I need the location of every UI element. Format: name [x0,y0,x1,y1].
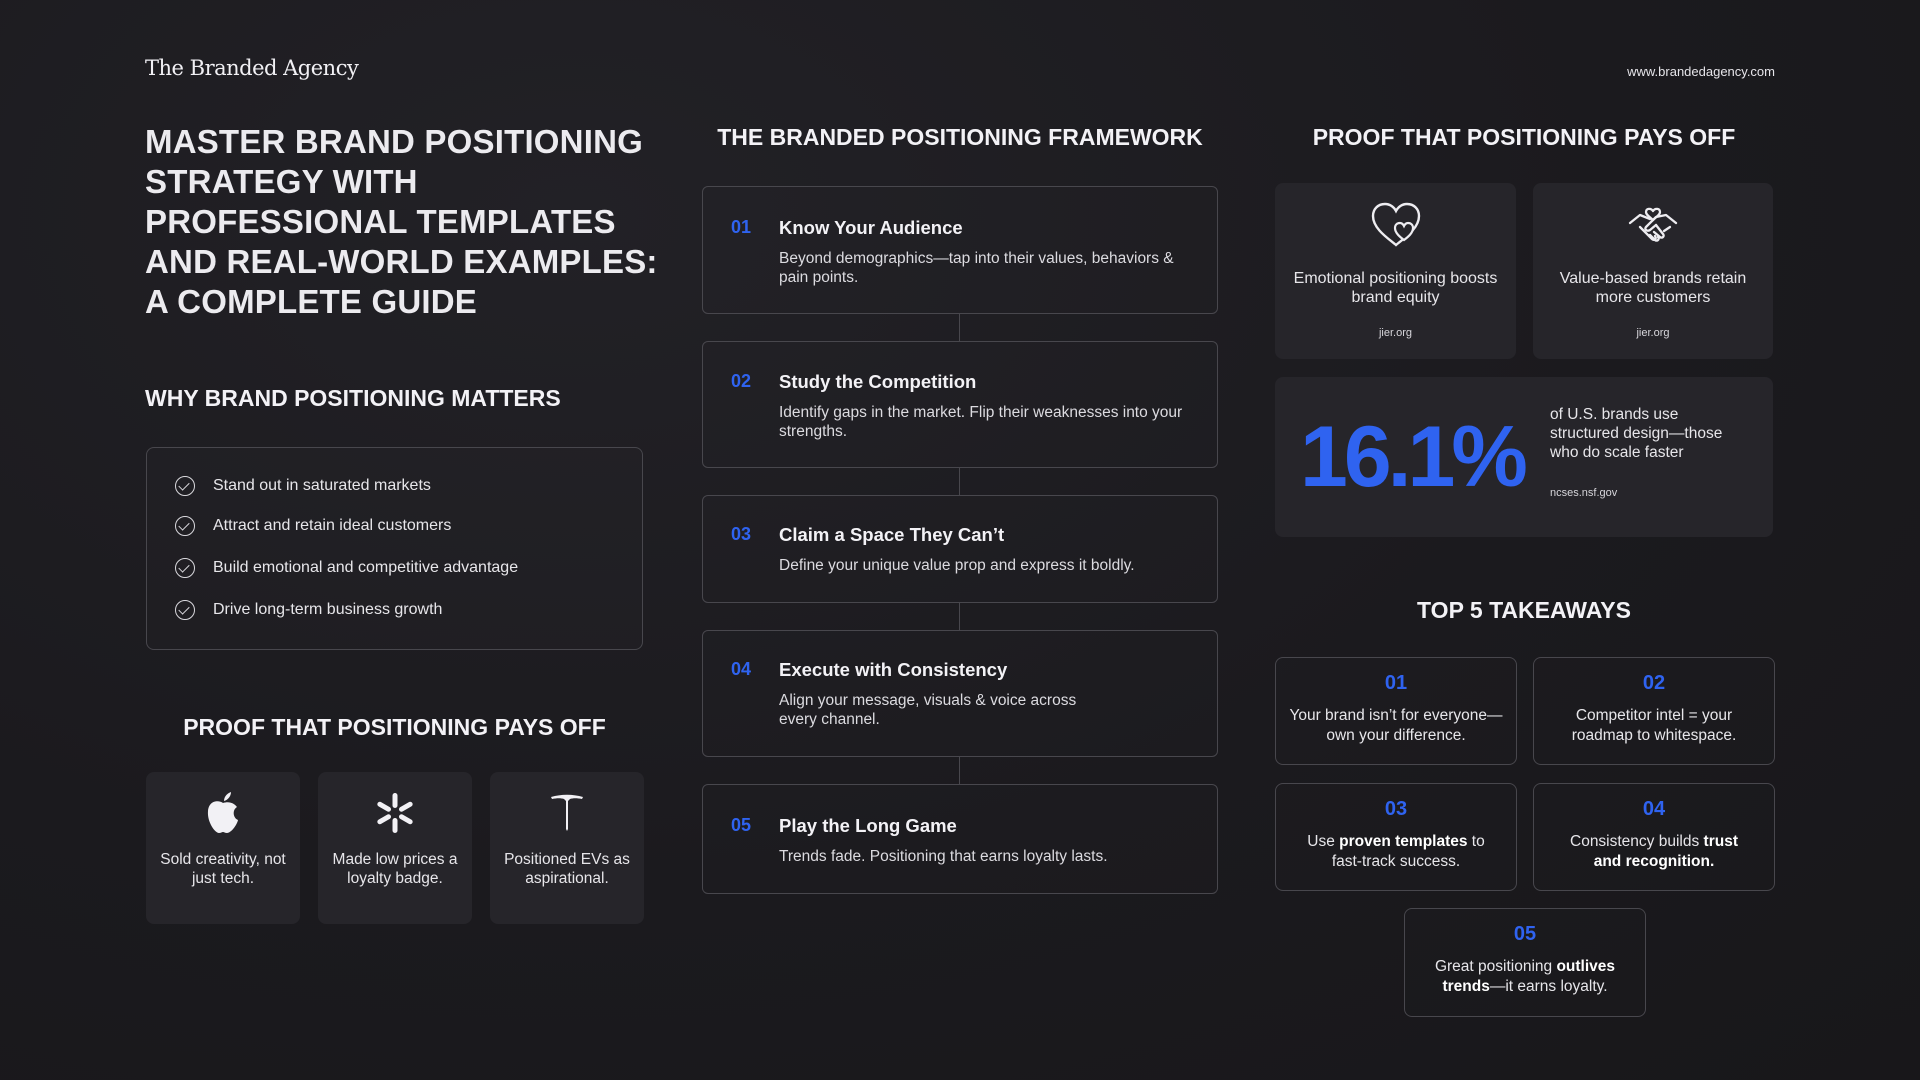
takeaway-number: 01 [1384,672,1408,694]
why-item [175,600,442,620]
website-url[interactable]: www.brandedagency.com [1627,64,1775,79]
step-number: 05 [731,815,752,835]
takeaway-text [1558,832,1750,872]
step-number: 02 [731,371,752,391]
stat-card-emotional [1275,183,1516,359]
step-description: Trends fade. Positioning that earns loyalty lasts. [779,848,1108,865]
framework-connector [959,757,960,784]
framework-heading: THE BRANDED POSITIONING FRAMEWORK [717,124,1203,150]
takeaway-text-bold: outlives trends [1442,958,1616,995]
why-item-label: Build emotional and competitive advantage [213,559,519,576]
stat-card-value [1533,183,1773,359]
why-item [175,558,518,578]
check-circle-icon [175,558,195,578]
step-number: 01 [731,217,752,237]
why-item-label: Attract and retain ideal customers [213,517,452,534]
stat-card-source: jier.org [1636,327,1670,339]
takeaway-text-part: —it earns loyalty. [1489,978,1608,995]
takeaway-text-part: Consistency builds [1570,833,1704,850]
takeaway-text-part: Use [1307,833,1340,850]
takeaway-card [1533,783,1775,891]
stat-card-text: Emotional positioning boosts brand equity [1293,270,1498,306]
step-title: Play the Long Game [779,815,957,836]
why-list [146,447,643,650]
step-title: Know Your Audience [779,217,963,238]
stat-source: ncses.nsf.gov [1550,487,1618,499]
framework-step [702,784,1218,894]
step-title: Study the Competition [779,371,977,392]
takeaway-text-part: Great positioning [1434,958,1557,975]
framework-step [702,630,1218,757]
brand-card-tesla [490,772,644,924]
stat-card-big [1275,377,1773,537]
stat-card-text: Value-based brands retain more customers [1559,270,1747,306]
framework-step [702,341,1218,468]
takeaway-card [1404,908,1646,1017]
framework-step [702,186,1218,314]
framework-connector [959,603,960,630]
brand-card-apple [146,772,300,924]
step-title: Execute with Consistency [779,659,1008,680]
takeaway-text-bold: proven templates [1339,833,1468,850]
step-number: 04 [731,659,752,679]
brand-logo: The Branded Agency [145,56,359,80]
brand-card-text: Made low prices a loyalty badge. [332,851,458,887]
step-number: 03 [731,524,752,544]
step-title: Claim a Space They Can’t [779,524,1005,545]
framework-connector [959,468,960,495]
heart-icon [1275,201,1516,249]
why-heading: WHY BRAND POSITIONING MATTERS [145,385,561,411]
takeaway-text-part: to fast-track success. [1331,833,1485,870]
brand-card-text: Positioned EVs as aspirational. [504,851,630,887]
stat-description: of U.S. brands use structured design—those who do scale faster [1550,406,1723,461]
step-description: Align your message, visuals & voice across every channel. [779,692,1077,728]
takeaway-text [1296,832,1496,872]
tesla-icon [490,790,644,836]
stat-value: 16.1% [1300,409,1524,505]
takeaway-card [1533,657,1775,765]
takeaway-number: 04 [1642,798,1666,820]
check-circle-icon [175,600,195,620]
proof-left-heading: PROOF THAT POSITIONING PAYS OFF [183,714,606,740]
takeaway-text [1423,957,1627,997]
apple-icon [146,790,300,836]
takeaway-number: 02 [1642,672,1666,694]
takeaway-text: Competitor intel = your roadmap to whitespace. [1571,707,1737,744]
handshake-heart-icon [1533,201,1773,249]
brand-card-text: Sold creativity, not just tech. [160,851,286,887]
framework-step [702,495,1218,603]
page-title: MASTER BRAND POSITIONING STRATEGY WITH PROFESSIONAL TEMPLATES AND REAL-WORLD EXAMPLES: A COMPLETE GUIDE [145,123,658,320]
brand-card-walmart [318,772,472,924]
takeaway-number: 03 [1384,798,1408,820]
takeaway-text-bold: trust and recognition. [1593,833,1738,870]
stat-card-source: jier.org [1378,327,1413,339]
takeaway-card [1275,783,1517,891]
step-description: Identify gaps in the market. Flip their weaknesses into your strengths. [779,404,1183,440]
step-description: Define your unique value prop and express it boldly. [779,557,1135,574]
walmart-spark-icon [318,790,472,836]
step-description: Beyond demographics—tap into their values, behaviors & pain points. [779,250,1174,286]
takeaway-number: 05 [1513,923,1537,945]
why-item-label: Stand out in saturated markets [213,477,431,494]
takeaways-heading: TOP 5 TAKEAWAYS [1417,597,1631,623]
takeaway-card [1275,657,1517,765]
check-circle-icon [175,516,195,536]
why-item-label: Drive long-term business growth [213,601,443,618]
why-item [175,516,451,536]
check-circle-icon [175,476,195,496]
proof-right-heading: PROOF THAT POSITIONING PAYS OFF [1312,124,1736,150]
takeaway-text: Your brand isn’t for everyone—own your difference. [1289,707,1503,744]
why-item [175,476,431,496]
framework-connector [959,314,960,341]
